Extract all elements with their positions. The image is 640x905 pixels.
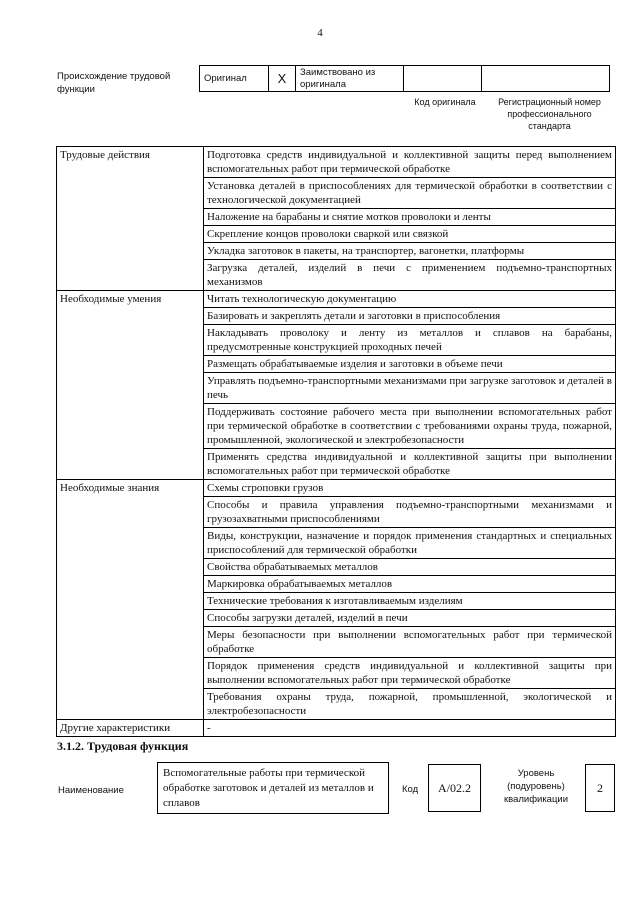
table-row bbox=[57, 627, 616, 658]
table-row bbox=[57, 404, 616, 449]
category-cell bbox=[57, 449, 204, 480]
table-row bbox=[57, 226, 616, 243]
item-description: Требования охраны труда, пожарной, промышленной, экологической и электробезопасности bbox=[204, 689, 616, 720]
item-description: Меры безопасности при выполнении вспомогательных работ при термической обработке bbox=[204, 627, 616, 658]
qualification-level: 2 bbox=[585, 764, 615, 812]
item-description: Применять средства индивидуальной и коллективной защиты при выполнении вспомогательных работ при термической обработке bbox=[204, 449, 616, 480]
category-cell bbox=[57, 559, 204, 576]
item-description: Способы и правила управления подъемно-транспортными механизмами и грузозахватными приспособлениями bbox=[204, 497, 616, 528]
category-label: Другие характеристики bbox=[57, 720, 204, 737]
category-cell bbox=[57, 404, 204, 449]
category-label: Необходимые знания bbox=[57, 480, 204, 497]
item-description: Базировать и закреплять детали и заготовки в приспособления bbox=[204, 308, 616, 325]
table-row bbox=[57, 497, 616, 528]
item-description: Установка деталей в приспособлениях для термической обработки в соответствии с технологической документацией bbox=[204, 178, 616, 209]
original-code-cell bbox=[404, 66, 482, 92]
item-description: Свойства обрабатываемых металлов bbox=[204, 559, 616, 576]
table-row bbox=[57, 480, 616, 497]
item-description: - bbox=[204, 720, 616, 737]
category-cell bbox=[57, 689, 204, 720]
original-code-label: Код оригинала bbox=[414, 97, 476, 107]
table-row bbox=[57, 356, 616, 373]
item-description: Способы загрузки деталей, изделий в печи bbox=[204, 610, 616, 627]
reg-number-cell bbox=[482, 66, 610, 92]
category-cell bbox=[57, 576, 204, 593]
table-row bbox=[57, 308, 616, 325]
category-cell bbox=[57, 658, 204, 689]
origin-label: Происхождение трудовой функции bbox=[57, 71, 171, 95]
item-description: Маркировка обрабатываемых металлов bbox=[204, 576, 616, 593]
item-description: Наложение на барабаны и снятие мотков проволоки и ленты bbox=[204, 209, 616, 226]
table-row bbox=[57, 658, 616, 689]
category-cell bbox=[57, 209, 204, 226]
category-cell bbox=[57, 226, 204, 243]
category-cell bbox=[57, 373, 204, 404]
category-label: Трудовые действия bbox=[57, 147, 204, 178]
function-code: A/02.2 bbox=[428, 764, 481, 812]
table-row bbox=[57, 576, 616, 593]
name-label: Наименование bbox=[58, 785, 124, 796]
item-description: Скрепление концов проволоки сваркой или связкой bbox=[204, 226, 616, 243]
table-row bbox=[57, 720, 616, 737]
original-mark: X bbox=[269, 66, 296, 92]
table-row bbox=[57, 147, 616, 178]
category-cell bbox=[57, 356, 204, 373]
category-cell bbox=[57, 178, 204, 209]
item-description: Загрузка деталей, изделий в печи с применением подъемно-транспортных механизмов bbox=[204, 260, 616, 291]
item-description: Виды, конструкции, назначение и порядок применения стандартных и специальных приспособлений для термической обработки bbox=[204, 528, 616, 559]
item-description: Накладывать проволоку и ленту из металлов и сплавов на барабаны, предусмотренные конструкцией проходных печей bbox=[204, 325, 616, 356]
table-row bbox=[57, 610, 616, 627]
table-row bbox=[57, 243, 616, 260]
qualification-level-label: Уровень (подуровень) квалификации bbox=[503, 768, 569, 805]
page-number: 4 bbox=[317, 27, 323, 39]
item-description: Порядок применения средств индивидуальной и коллективной защиты при выполнении вспомогательных работ при термической обработке bbox=[204, 658, 616, 689]
category-cell bbox=[57, 497, 204, 528]
table-row bbox=[57, 291, 616, 308]
table-row bbox=[57, 260, 616, 291]
section-title: 3.1.2. Трудовая функция bbox=[57, 739, 189, 753]
original-label: Оригинал bbox=[200, 66, 269, 92]
category-cell bbox=[57, 243, 204, 260]
category-cell bbox=[57, 260, 204, 291]
table-row bbox=[57, 209, 616, 226]
table-row bbox=[57, 689, 616, 720]
category-cell bbox=[57, 528, 204, 559]
category-cell bbox=[57, 325, 204, 356]
item-description: Укладка заготовок в пакеты, на транспортер, вагонетки, платформы bbox=[204, 243, 616, 260]
table-row bbox=[57, 325, 616, 356]
origin-table bbox=[199, 65, 610, 92]
item-description: Управлять подъемно-транспортными механизмами при загрузке заготовок и деталей в печь bbox=[204, 373, 616, 404]
item-description: Схемы строповки грузов bbox=[204, 480, 616, 497]
table-row bbox=[57, 449, 616, 480]
item-description: Размещать обрабатываемые изделия и заготовки в объеме печи bbox=[204, 356, 616, 373]
item-description: Подготовка средств индивидуальной и коллективной защиты перед выполнением вспомогательных работ при термической обработке bbox=[204, 147, 616, 178]
table-row bbox=[57, 559, 616, 576]
category-cell bbox=[57, 627, 204, 658]
category-cell bbox=[57, 610, 204, 627]
table-row bbox=[57, 178, 616, 209]
function-name: Вспомогательные работы при термической обработке заготовок и деталей из металлов и сплавов bbox=[157, 762, 389, 814]
item-description: Поддерживать состояние рабочего места при выполнении вспомогательных работ при термической обработке в соответствии с требованиями охраны труда, пожарной, промышленной, экологической и электробезопасности bbox=[204, 404, 616, 449]
category-cell bbox=[57, 308, 204, 325]
item-description: Технические требования к изготавливаемым изделиям bbox=[204, 593, 616, 610]
category-cell bbox=[57, 593, 204, 610]
item-description: Читать технологическую документацию bbox=[204, 291, 616, 308]
borrowed-label: Заимствовано из оригинала bbox=[296, 66, 404, 92]
code-label: Код bbox=[402, 784, 419, 795]
table-row bbox=[57, 373, 616, 404]
table-row bbox=[57, 593, 616, 610]
category-label: Необходимые умения bbox=[57, 291, 204, 308]
table-row bbox=[57, 528, 616, 559]
reg-number-label: Регистрационный номер профессионального стандарта bbox=[498, 97, 601, 131]
labor-function-table bbox=[56, 146, 616, 737]
